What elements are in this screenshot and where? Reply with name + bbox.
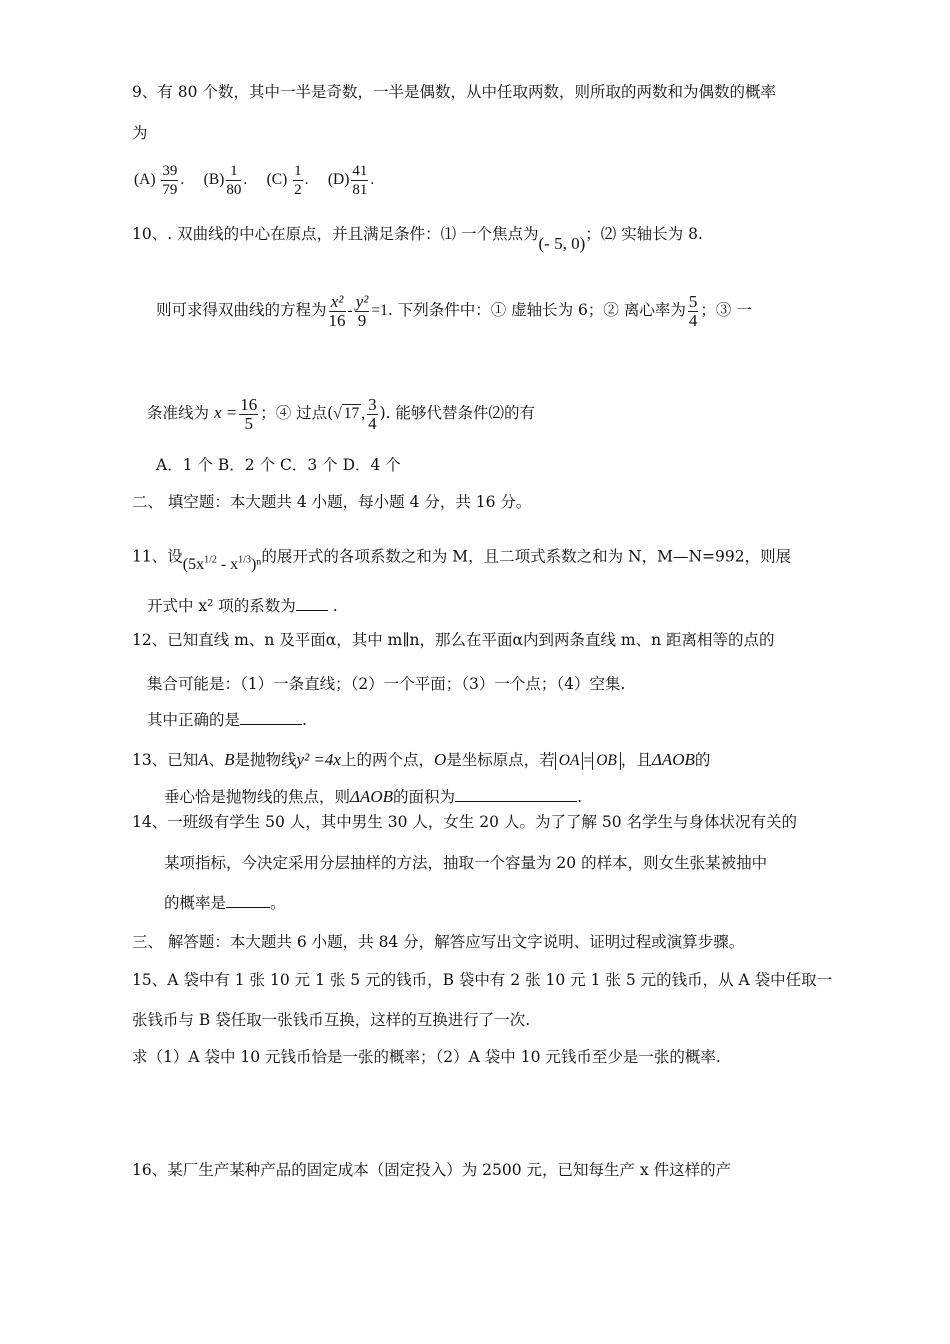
q14-line3: 的概率是 。: [164, 894, 286, 912]
q11-line1: 11、设$(5x^{1/2} - x^{1/3})^n$的展开式的各项系数之和为 M，且二项式系数之和为 N，M—N=992，则展: [132, 547, 792, 574]
q10-line2: 则可求得双曲线的方程为 $\frac{\text{x²}}{16}$ - $\frac{\text{y²}}{9}$ =1. 下列条件中：① 虚轴长为 6；② 离心率为 $\frac{5}{4}$ ；③ 一: [156, 291, 752, 330]
q11-answer-blank[interactable]: [296, 596, 328, 611]
section-2-heading: 二、 填空题：本大题共 4 小题，每小题 4 分，共 16 分。: [132, 493, 532, 511]
section-3-heading: 三、 解答题：本大题共 6 小题，共 84 分，解答应写出文字说明、证明过程或演算步骤。: [132, 933, 745, 951]
q11-expression: $(5x^{1/2} - x^{1/3})^n$: [182, 555, 262, 574]
q13-line2: 垂心恰是抛物线的焦点，则ΔAOB的面积为 .: [164, 787, 582, 806]
q14-answer-blank[interactable]: [226, 893, 270, 908]
q12-answer-blank[interactable]: [240, 710, 302, 725]
q9-line1: 9、有 80 个数，其中一半是奇数，一半是偶数，从中任取两数，则所取的两数和为偶数的概率: [132, 83, 776, 101]
q10-choices: A．1 个 B．2 个 C．3 个 D．4 个: [156, 456, 401, 474]
q10-line3: 条准线为 x = $\frac{16}{5}$ ；④ 过点(√ 17 , $\frac{3}{4}$ ). 能够代替条件⑵的有: [147, 394, 536, 433]
q14-line1: 14、一班级有学生 50 人，其中男生 30 人，女生 20 人。为了了解 50 名学生与身体状况有关的: [132, 813, 798, 831]
q9-options: [134, 160, 374, 200]
q9-option-c: (C) $\frac{1}{2}$ .: [266, 162, 309, 198]
q12-line1: 12、已知直线 m、n 及平面α，其中 m∥n，那么在平面α内到两条直线 m、n 距离相等的点的: [132, 631, 775, 649]
q13-answer-blank[interactable]: [455, 787, 577, 802]
q12-line3: 其中正确的是 .: [147, 711, 307, 729]
q15-line1: 15、A 袋中有 1 张 10 元 1 张 5 元的钱币，B 袋中有 2 张 10 元 1 张 5 元的钱币，从 A 袋中任取一: [132, 971, 833, 989]
q9-option-d: (D) $\frac{41}{81}$ .: [327, 162, 375, 198]
q9-option-a: (A) $\frac{39}{79}$ .: [134, 162, 185, 198]
q14-line2: 某项指标，今决定采用分层抽样的方法，抽取一个容量为 20 的样本，则女生张某被抽中: [164, 854, 768, 872]
q10-focus: (- 5, 0): [538, 234, 586, 253]
q13-line1: 13、已知A、B是抛物线y² =4x上的两个点，O是坐标原点，若 OA = OB ，且ΔAOB的: [132, 750, 711, 769]
q11-line2: 开式中 x² 项的系数为 .: [147, 597, 338, 615]
q16-line1: 16、某厂生产某种产品的固定成本（固定投入）为 2500 元，已知每生产 x 件这样的产: [132, 1161, 732, 1179]
q15-line3: 求（1）A 袋中 10 元钱币恰是一张的概率；（2）A 袋中 10 元钱币至少是一张的概率.: [132, 1048, 721, 1066]
q9-line2: 为: [132, 124, 148, 142]
q15-line2: 张钱币与 B 袋任取一张钱币互换，这样的互换进行了一次.: [132, 1011, 531, 1029]
q12-line2: 集合可能是：（1）一条直线；（2）一个平面；（3）一个点；（4）空集.: [147, 675, 626, 693]
q9-option-b: (B) $\frac{1}{80}$ .: [203, 162, 248, 198]
q10-line1: 10、. 双曲线的中心在原点，并且满足条件：⑴ 一个焦点为(- 5, 0)；⑵ 实轴长为 8.: [132, 225, 703, 253]
